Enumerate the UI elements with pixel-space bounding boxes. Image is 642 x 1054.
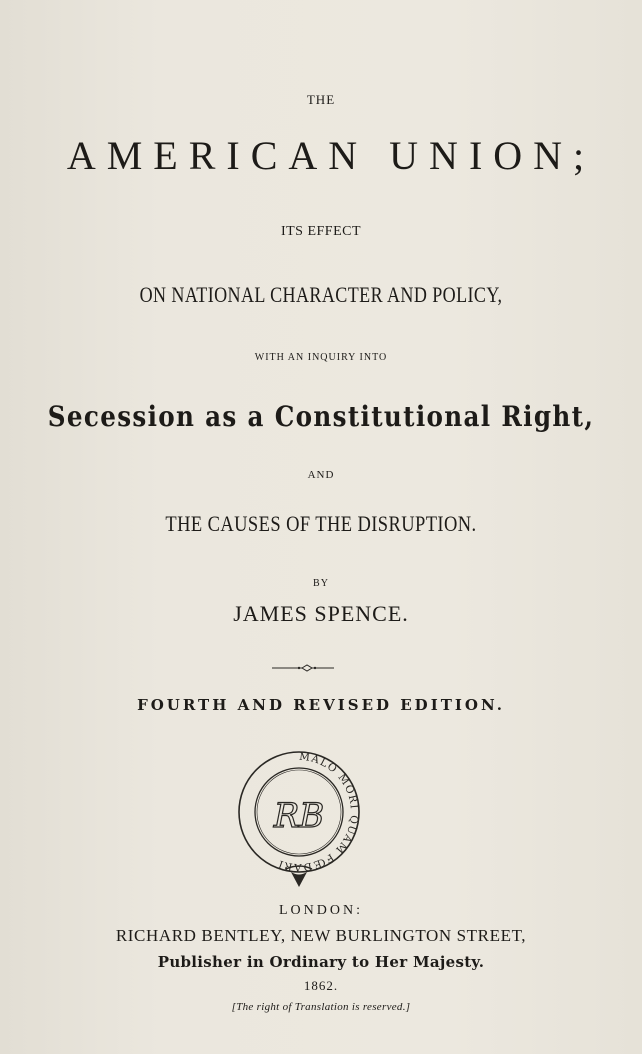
title-prefix: THE [306,92,336,107]
author-name: JAMES SPENCE. [233,601,409,626]
imprint-publisher: RICHARD BENTLEY, NEW BURLINGTON STREET, [115,926,527,945]
publisher-seal-icon [236,749,362,889]
subtitle-its-effect: ITS EFFECT [280,224,362,239]
subtitle-causes: THE CAUSES OF THE DISRUPTION. [165,511,477,536]
subtitle-national-character: ON NATIONAL CHARACTER AND POLICY, [139,282,503,307]
byline-by: BY [313,578,329,589]
imprint-city: LONDON: [279,903,363,918]
seal-motto: MALO MORI QUAM FŒDARI [275,750,361,874]
subtitle-secession: Secession as a Constitutional Right, [47,400,595,433]
edition-statement: FOURTH AND REVISED EDITION. [137,696,505,714]
ornamental-rule [0,662,642,674]
imprint-year: 1862. [303,978,339,993]
book-title: AMERICAN UNION; [66,133,596,178]
subtitle-and: AND [307,469,335,481]
rights-notice: [The right of Translation is reserved.] [231,1001,411,1013]
seal-monogram: RB [273,796,325,836]
imprint-publisher-ordinary: Publisher in Ordinary to Her Majesty. [157,953,485,971]
subtitle-with-inquiry: WITH AN INQUIRY INTO [254,352,388,363]
